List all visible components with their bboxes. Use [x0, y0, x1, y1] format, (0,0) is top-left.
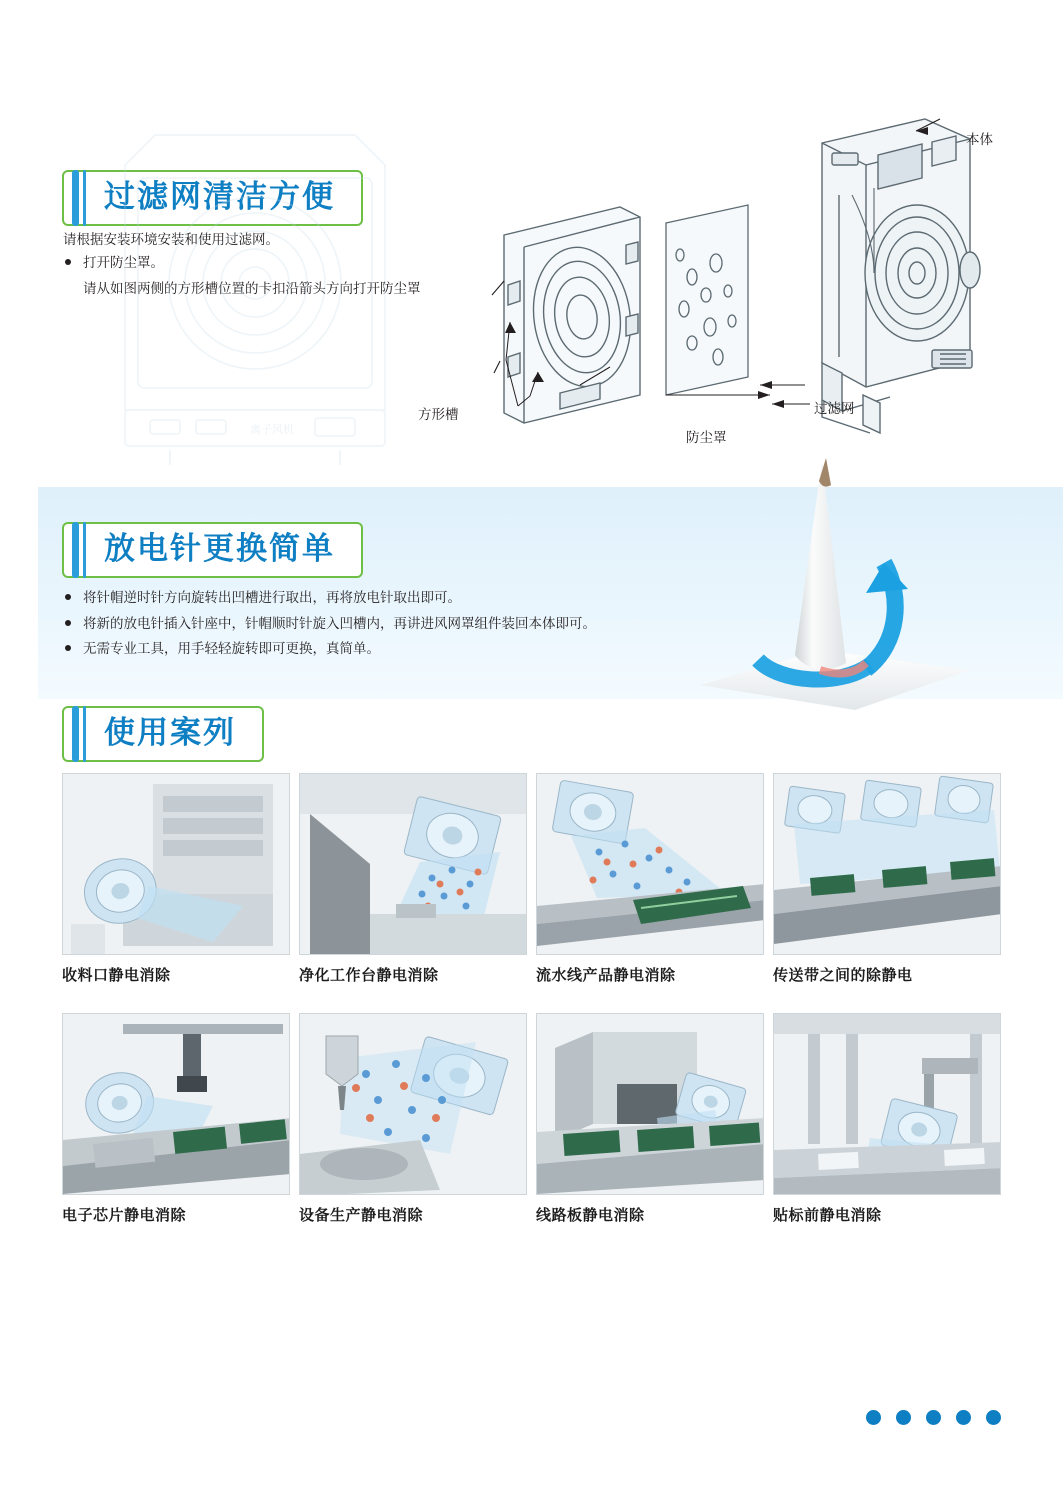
callout-body: 本体 — [966, 132, 993, 147]
use-case-cell — [773, 1013, 1001, 1225]
heading-pill — [62, 706, 264, 762]
use-case-cell — [536, 773, 764, 985]
pagination-dot[interactable] — [866, 1410, 881, 1425]
pagination-dot[interactable] — [926, 1410, 941, 1425]
use-case-label: 收料口静电消除 — [62, 967, 171, 984]
use-case-image-2 — [299, 773, 527, 955]
use-case-label: 传送带之间的除静电 — [773, 967, 913, 984]
use-case-row-1 — [62, 773, 1002, 985]
use-case-cell — [773, 773, 1001, 985]
use-case-image-1 — [62, 773, 290, 955]
list-item: 打开防尘罩。 — [63, 250, 463, 276]
needle-bullet-list — [63, 585, 683, 662]
use-case-cell — [299, 1013, 527, 1225]
filter-leader-line — [760, 392, 830, 422]
ghost-fan-outline-icon — [110, 120, 400, 470]
use-case-grid — [62, 773, 1002, 1235]
use-case-label: 贴标前静电消除 — [773, 1207, 882, 1224]
use-case-label: 线路板静电消除 — [536, 1207, 645, 1224]
section-heading-needle-replace — [62, 522, 363, 578]
svg-text:离子风机: 离子风机 — [250, 424, 294, 436]
callout-square-slot: 方形槽 — [418, 407, 459, 422]
pagination-dot[interactable] — [986, 1410, 1001, 1425]
heading-title-use-cases: 使用案列 — [104, 715, 236, 750]
use-case-image-5 — [62, 1013, 290, 1195]
use-case-cell — [536, 1013, 764, 1225]
use-case-label: 流水线产品静电消除 — [536, 967, 676, 984]
use-case-image-7 — [536, 1013, 764, 1195]
callout-filter-net: 过滤网 — [814, 401, 855, 416]
list-item: 将针帽逆时针方向旋转出凹槽进行取出，再将放电针取出即可。 — [63, 585, 683, 611]
filter-intro-text: 请根据安装环境安装和使用过滤网。 — [63, 232, 279, 247]
use-case-label: 净化工作台静电消除 — [299, 967, 439, 984]
heading-pill — [62, 522, 363, 578]
list-item: 无需专业工具，用手轻轻旋转即可更换，真简单。 — [63, 636, 683, 662]
use-case-row-2 — [62, 1013, 1002, 1225]
heading-title-needle-replace: 放电针更换简单 — [104, 531, 335, 566]
use-case-label: 电子芯片静电消除 — [62, 1207, 187, 1224]
use-case-image-6 — [299, 1013, 527, 1195]
use-case-label: 设备生产静电消除 — [299, 1207, 424, 1224]
use-case-image-8 — [773, 1013, 1001, 1195]
callout-dust-cover: 防尘罩 — [686, 430, 727, 445]
needle-cap-rotation-illustration — [670, 455, 1000, 735]
use-case-cell — [299, 773, 527, 985]
callout-leader-lines — [460, 300, 590, 420]
section-heading-use-cases — [62, 706, 264, 762]
use-case-cell — [62, 773, 290, 985]
pagination-dot[interactable] — [956, 1410, 971, 1425]
use-case-image-4 — [773, 773, 1001, 955]
pagination-dot[interactable] — [896, 1410, 911, 1425]
list-item: 将新的放电针插入针座中，针帽顺时针旋入凹槽内，再讲进风网罩组件装回本体即可。 — [63, 611, 683, 637]
use-case-cell — [62, 1013, 290, 1225]
pagination-dots — [866, 1410, 1001, 1425]
filter-sub-line: 请从如图两侧的方形槽位置的卡扣沿箭头方向打开防尘罩 — [83, 281, 421, 296]
use-case-image-3 — [536, 773, 764, 955]
heading-title-filter-clean: 过滤网清洁方便 — [104, 179, 335, 214]
